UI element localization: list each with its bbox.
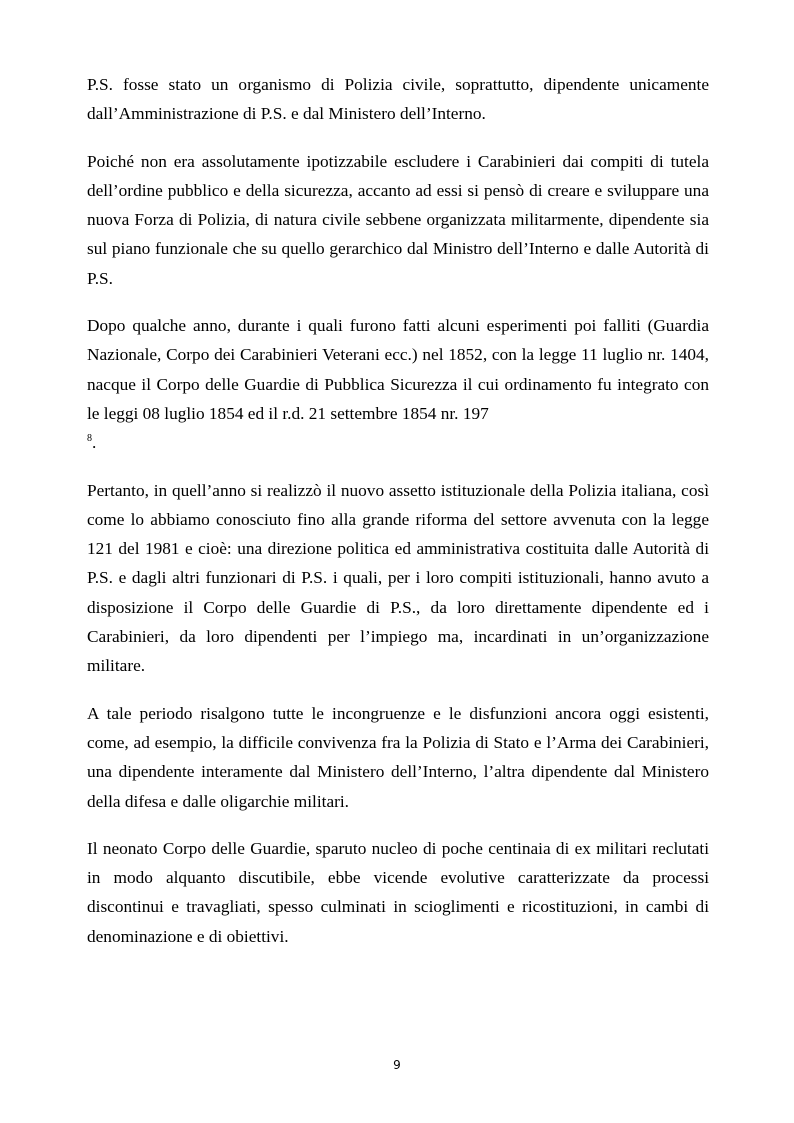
paragraph-5: A tale periodo risalgono tutte le incongruenze e le disfunzioni ancora oggi esistenti, come, ad esempio, la difficile convivenza fra la Polizia di Stato e l’Arma dei Carabinieri, una dipendente interamente dal Ministero dell’Interno, l’altra dipendente dal Ministero della difesa e dalle oligarchie militari. bbox=[87, 703, 709, 811]
paragraph-3-end: . bbox=[92, 433, 97, 453]
page-body bbox=[87, 70, 709, 969]
paragraph-2: Poiché non era assolutamente ipotizzabile escludere i Carabinieri dai compiti di tutela dell’ordine pubblico e della sicurezza, accanto ad essi si pensò di creare e sviluppare una nuova Forza di Polizia, di natura civile sebbene organizzata militarmente, dipendente sia sul piano funzionale che su quello gerarchico dal Ministro dell’Interno e dalle Autorità di P.S. bbox=[87, 151, 709, 288]
footnote-reference[interactable]: 8 bbox=[87, 433, 92, 445]
page-number: 9 bbox=[393, 1058, 401, 1072]
paragraph-3-text: Dopo qualche anno, durante i quali furono fatti alcuni esperimenti poi falliti (Guardia Nazionale, Corpo dei Carabinieri Veterani ecc.) nel 1852, con la legge 11 luglio nr. 1404, nacque il Corpo delle Guardie di Pubblica Sicurezza il cui ordinamento fu integrato con le leggi 08 luglio 1854 ed il r.d. 21 settembre 1854 nr. 197 bbox=[87, 316, 709, 423]
paragraph-3 bbox=[87, 311, 709, 457]
paragraph-4: Pertanto, in quell’anno si realizzò il nuovo assetto istituzionale della Polizia italiana, così come lo abbiamo conosciuto fino alla grande riforma del settore avvenuta con la legge 121 del 1981 e cioè: una direzione politica ed amministrativa costituita dalle Autorità di P.S. e dagli altri funzionari di P.S. i quali, per i loro compiti istituzionali, hanno avuto a disposizione il Corpo delle Guardie di P.S., da loro direttamente dipendente ed i Carabinieri, da loro dipendenti per l’impiego ma, incardinati in un’organizzazione militare. bbox=[87, 480, 709, 676]
paragraph-1: P.S. fosse stato un organismo di Polizia civile, soprattutto, dipendente unicamente dall’Amministrazione di P.S. e dal Ministero dell’Interno. bbox=[87, 75, 709, 124]
paragraph-6: Il neonato Corpo delle Guardie, sparuto nucleo di poche centinaia di ex militari reclutati in modo alquanto discutibile, ebbe vicende evolutive caratterizzate da processi discontinui e travagliati, spesso culminati in scioglimenti e ricostituzioni, in cambi di denominazione e di obiettivi. bbox=[87, 838, 709, 946]
